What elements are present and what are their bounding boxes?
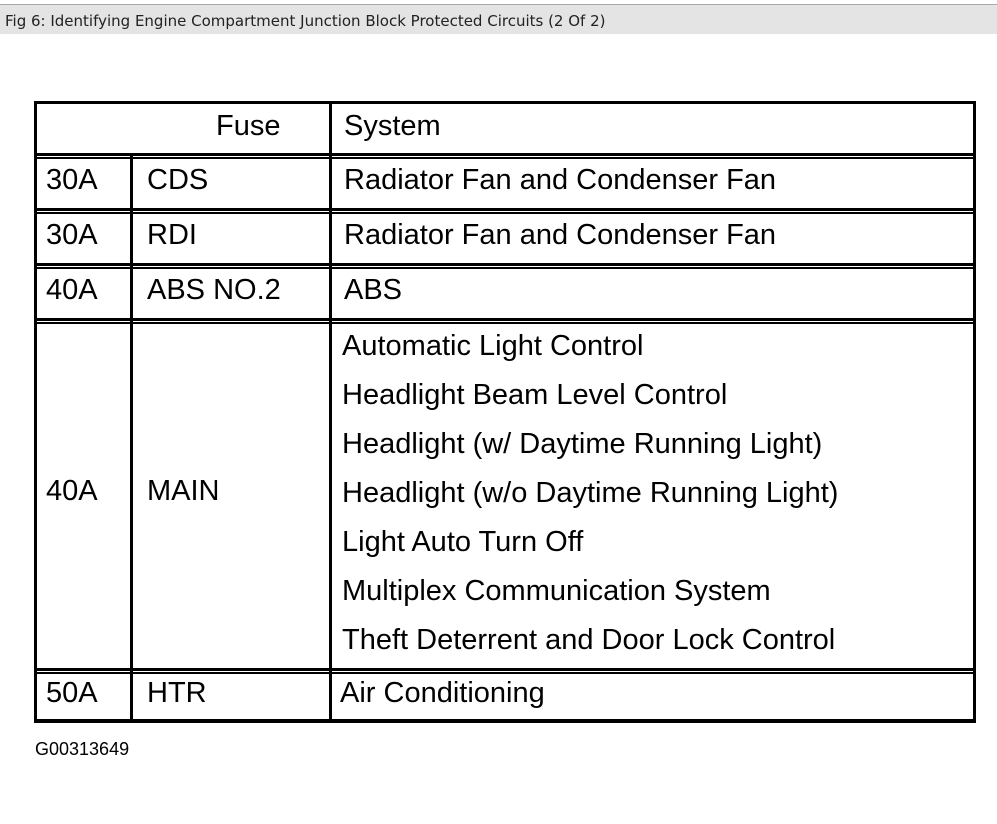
system-name: ABS [344, 274, 403, 306]
figure-id: G00313649 [35, 739, 130, 759]
system-name: Headlight (w/o Daytime Running Light) [342, 477, 839, 509]
row-separator-inner [34, 322, 976, 324]
row-separator [34, 263, 976, 266]
table-border-left [34, 101, 37, 723]
system-name: Multiplex Communication System [342, 575, 771, 607]
header-system: System [344, 110, 441, 142]
row-separator-inner [34, 672, 976, 674]
figure-title-bar [0, 4, 997, 34]
system-name: Radiator Fan and Condenser Fan [344, 219, 777, 251]
fuse-name: CDS [147, 164, 209, 196]
header-fuse: Fuse [216, 110, 281, 142]
fuse-amps: 30A [46, 219, 98, 251]
header-separator-inner [34, 157, 976, 159]
row-separator [34, 668, 976, 671]
row-separator-inner [34, 212, 976, 214]
system-name: Theft Deterrent and Door Lock Control [342, 624, 836, 656]
fuse-name: RDI [147, 219, 197, 251]
row-separator [34, 208, 976, 211]
row-separator-inner [34, 267, 976, 269]
fuse-name: MAIN [147, 475, 220, 507]
fuse-table [34, 101, 976, 723]
system-name: Light Auto Turn Off [342, 526, 584, 558]
fuse-name: ABS NO.2 [147, 274, 281, 306]
table-border-top [34, 101, 976, 104]
system-name: Headlight Beam Level Control [342, 379, 728, 411]
fuse-amps: 40A [46, 274, 98, 306]
system-name: Air Conditioning [340, 677, 545, 709]
fuse-name: HTR [147, 677, 207, 709]
header-separator [34, 153, 976, 156]
fuse-amps: 30A [46, 164, 98, 196]
table-border-bottom [34, 719, 976, 723]
figure-title: Fig 6: Identifying Engine Compartment Junction Block Protected Circuits (2 Of 2) [5, 12, 606, 30]
system-name: Automatic Light Control [342, 330, 644, 362]
system-name: Headlight (w/ Daytime Running Light) [342, 428, 823, 460]
fuse-name-divider [130, 155, 133, 721]
table-border-right [973, 101, 976, 723]
fuse-amps: 50A [46, 677, 98, 709]
system-name: Radiator Fan and Condenser Fan [344, 164, 777, 196]
fuse-system-divider [329, 101, 332, 721]
fuse-amps: 40A [46, 475, 98, 507]
row-separator [34, 318, 976, 321]
